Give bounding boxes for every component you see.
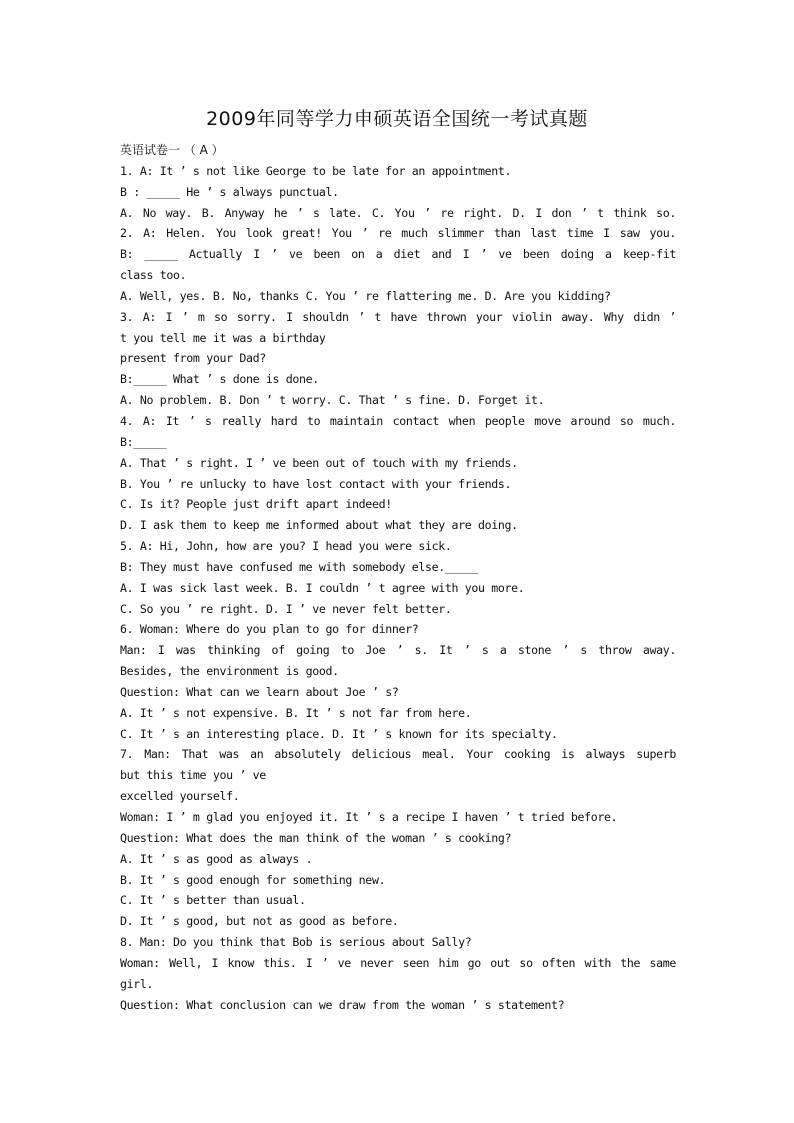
question-2-prompt: 2. A: Helen. You look great! You ’ re much slimmer than last time I saw you. (120, 226, 676, 241)
document-body (120, 140, 676, 1015)
question-4-prompt: 4. A: It ’ s really hard to maintain contact when people move around so much. (120, 413, 676, 428)
question-3-options: A. No problem. B. Don ’ t worry. C. That ’ s fine. D. Forget it. (120, 393, 545, 408)
question-2-response: B: _____ Actually I ’ ve been on a diet and I ’ ve been doing a keep-fit (120, 247, 676, 262)
question-6-man: Man: I was thinking of going to Joe ’ s. It ’ s a stone ’ s throw away. (120, 643, 676, 658)
question-8-man: 8. Man: Do you think that Bob is serious about Sally? (120, 935, 472, 950)
question-7-man: 7. Man: That was an absolutely delicious meal. Your cooking is always superb (120, 747, 676, 762)
question-1-options: A. No way. B. Anyway he ’ s late. C. You ’ re right. D. I don ’ t think so. (120, 205, 676, 220)
question-5-response: B: They must have confused me with somebody else._____ (120, 559, 479, 574)
paper-label: 英语试卷一 （ A ） (120, 143, 224, 157)
question-2-options: A. Well, yes. B. No, thanks C. You ’ re flattering me. D. Are you kidding? (120, 288, 611, 303)
question-6-woman: 6. Woman: Where do you plan to go for dinner? (120, 622, 419, 637)
question-3-prompt-cont2: present from your Dad? (120, 351, 266, 366)
question-6-options-ab: A. It ’ s not expensive. B. It ’ s not far from here. (120, 705, 472, 720)
question-1-response: B : _____ He ’ s always punctual. (120, 184, 339, 199)
document-title: 2009年同等学力申硕英语全国统一考试真题 (206, 108, 588, 130)
question-3-prompt-cont: t you tell me it was a birthday (120, 330, 326, 345)
question-5-options-ab: A. I was sick last week. B. I couldn ’ t agree with you more. (120, 580, 525, 595)
question-4-option-b: B. You ’ re unlucky to have lost contact with your friends. (120, 476, 512, 491)
question-7-option-a: A. It ’ s as good as always . (120, 851, 313, 866)
question-3-prompt: 3. A: I ’ m so sorry. I shouldn ’ t have thrown your violin away. Why didn ’ (120, 309, 676, 324)
question-7-man-cont: but this time you ’ ve (120, 768, 266, 783)
question-7-option-c: C. It ’ s better than usual. (120, 893, 306, 908)
question-2-response-cont: class too. (120, 268, 187, 283)
question-4-option-d: D. I ask them to keep me informed about what they are doing. (120, 518, 518, 533)
question-5-prompt: 5. A: Hi, John, how are you? I head you were sick. (120, 539, 452, 554)
question-7-option-d: D. It ’ s good, but not as good as before. (120, 914, 399, 929)
question-4-response: B:_____ (120, 434, 167, 449)
question-7-woman: Woman: I ’ m glad you enjoyed it. It ’ s a recipe I haven ’ t tried before. (120, 810, 618, 824)
question-6-options-cd: C. It ’ s an interesting place. D. It ’ s known for its specialty. (120, 726, 558, 741)
question-7-question: Question: What does the man think of the woman ’ s cooking? (120, 830, 512, 845)
question-8-woman-cont: girl. (120, 976, 154, 991)
question-7-option-b: B. It ’ s good enough for something new. (120, 872, 386, 887)
question-6-man-cont: Besides, the environment is good. (120, 664, 339, 679)
question-8-woman: Woman: Well, I know this. I ’ ve never seen him go out so often with the same (120, 955, 676, 970)
question-7-man-cont2: excelled yourself. (120, 789, 240, 804)
question-1-prompt: 1. A: It ’ s not like George to be late for an appointment. (120, 163, 512, 178)
question-8-question: Question: What conclusion can we draw from the woman ’ s statement? (120, 997, 565, 1012)
question-3-response: B:_____ What ’ s done is done. (120, 372, 319, 387)
question-4-option-a: A. That ’ s right. I ’ ve been out of touch with my friends. (120, 455, 518, 470)
question-6-question: Question: What can we learn about Joe ’ s? (120, 684, 399, 699)
question-5-options-cd: C. So you ’ re right. D. I ’ ve never felt better. (120, 601, 452, 616)
question-4-option-c: C. Is it? People just drift apart indeed! (120, 497, 392, 512)
